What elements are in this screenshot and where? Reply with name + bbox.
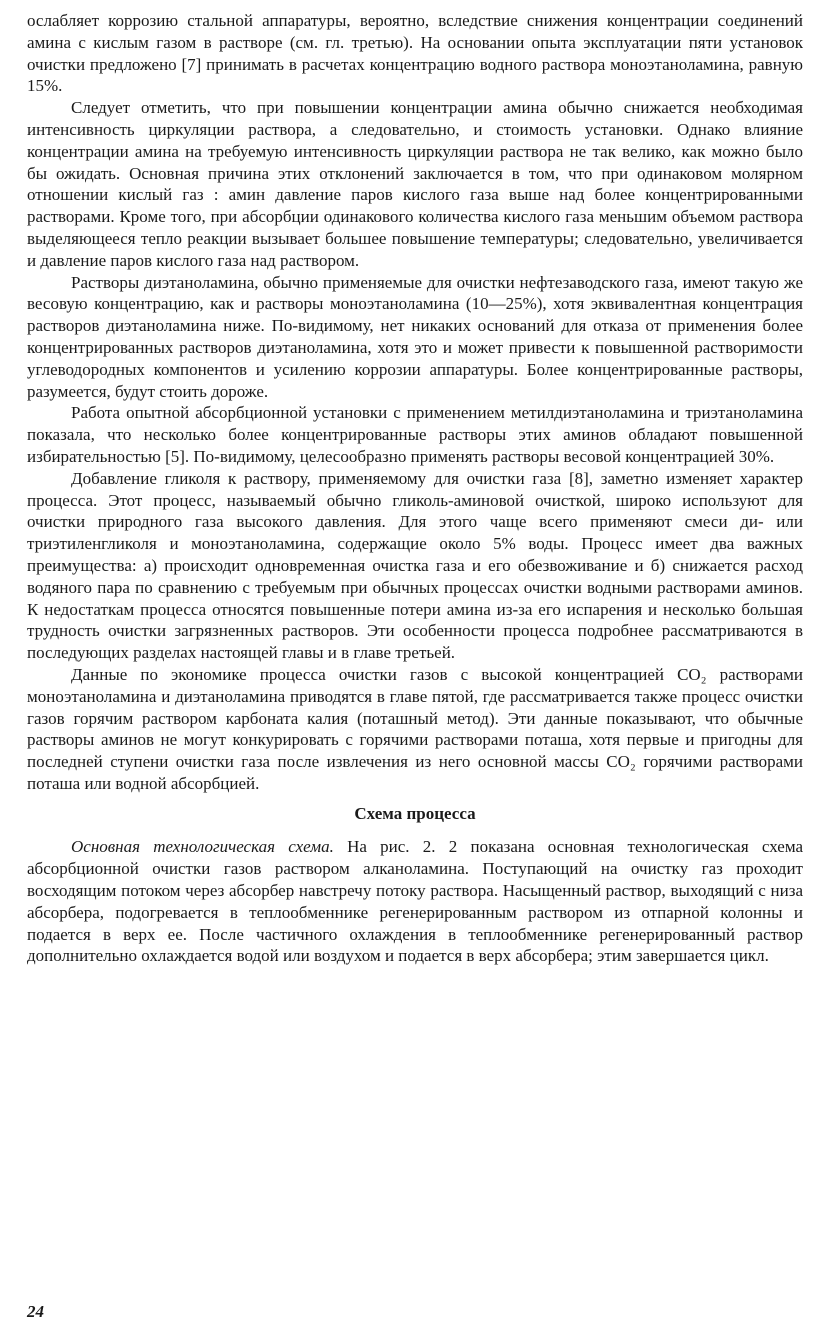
paragraph-7-lead: Основная технологическая схема. bbox=[71, 837, 334, 857]
paragraph-3: Растворы диэтаноламина, обычно применяемые для очистки нефтезаводского газа, имеют такую же весовую концентрацию, как и растворы моноэтаноламина (10—25%), хотя эквивалентная концентрация растворов диэтаноламина ниже. По-видимому, нет никаких оснований для отказа от применения более концентрированных растворов диэтаноламина, хотя это и может привести к повышенной растворимости углеводородных компонентов и усилению коррозии аппаратуры. Более концентрированные растворы, разумеется, будут стоить дороже. bbox=[27, 272, 803, 401]
paragraph-6: Данные по экономике процесса очистки газов с высокой концентрацией CO₂ растворами моноэтаноламина и диэтаноламина приводятся в главе пятой, где рассматривается также процесс очистки газов горячим раствором карбоната калия (поташный метод). Эти данные показывают, что обычные растворы аминов не могут конкурировать с горячими растворами поташа, хотя первые и пригодны для последней ступени очистки газа после извлечения из него основной массы CO₂ горячими растворами поташа или водной абсорбцией. bbox=[27, 664, 803, 793]
paragraph-5: Добавление гликоля к раствору, применяемому для очистки газа [8], заметно изменяет характер процесса. Этот процесс, называемый обычно гликоль-аминовой очисткой, широко используют для очистки природного газа высокого давления. Для этого чаще всего применяют смеси ди- или триэтиленгликоля и моноэтаноламина, содержащие около 5% воды. Процесс имеет два важных преимущества: а) происходит одновременная очистка газа и его обезвоживание и б) снижается расход водяного пара по сравнению с требуемым при обычных процессах очистки водными растворами аминов. К недостаткам процесса относятся повышенные потери амина из-за его испарения и несколько большая трудность очистки загрязненных растворов. Эти особенности процесса подробнее рассматриваются в последующих разделах настоящей главы и в главе третьей. bbox=[27, 468, 803, 663]
section-heading: Схема процесса bbox=[354, 803, 476, 823]
paragraph-1: ослабляет коррозию стальной аппаратуры, вероятно, вследствие снижения концентрации соединений амина с кислым газом в растворе (см. гл. третью). На основании опыта эксплуатации пяти установок очистки предложено [7] принимать в расчетах концентрацию водного раствора моноэтаноламина, равную 15%. bbox=[27, 11, 803, 96]
paragraph-2: Следует отметить, что при повышении концентрации амина обычно снижается необходимая интенсивность циркуляции раствора, а следовательно, и стоимость установки. Однако влияние концентрации амина на требуемую интенсивность циркуляции раствора не так велико, как можно было бы ожидать. Основная причина этих отклонений заключается в том, что при одинаковом молярном отношении кислый газ : амин давление паров кислого газа выше над более концентрированными растворами. Кроме того, при абсорбции одинакового количества кислого газа меньшим объемом раствора выделяющееся тепло реакции вызывает большее повышение температуры; следовательно, увеличивается и давление паров кислого газа над раствором. bbox=[27, 98, 803, 270]
paragraph-4: Работа опытной абсорбционной установки с применением метилдиэтаноламина и триэтаноламина показала, что несколько более концентрированные растворы этих аминов обладают повышенной избирательностью [5]. По-видимому, целесообразно применять растворы весовой концентрацией 30%. bbox=[27, 403, 803, 466]
paragraph-7-text: На рис. 2. 2 показана основная технологическая схема абсорбционной очистки газов раствором алканоламина. Поступающий на очистку газ проходит восходящим потоком через абсорбер навстречу потоку раствора. Насыщенный раствор, выходящий с низа абсорбера, подогревается в теплообменнике регенерированным раствором из отпарной колонны и подается в верх ее. После частичного охлаждения в теплообменнике регенерированный раствор дополнительно охлаждается водой или воздухом и подается в верх абсорбера; этим завершается цикл. bbox=[27, 837, 804, 966]
page-body bbox=[27, 10, 803, 967]
paragraph-7 bbox=[27, 836, 803, 967]
page-number: 24 bbox=[27, 1302, 44, 1321]
